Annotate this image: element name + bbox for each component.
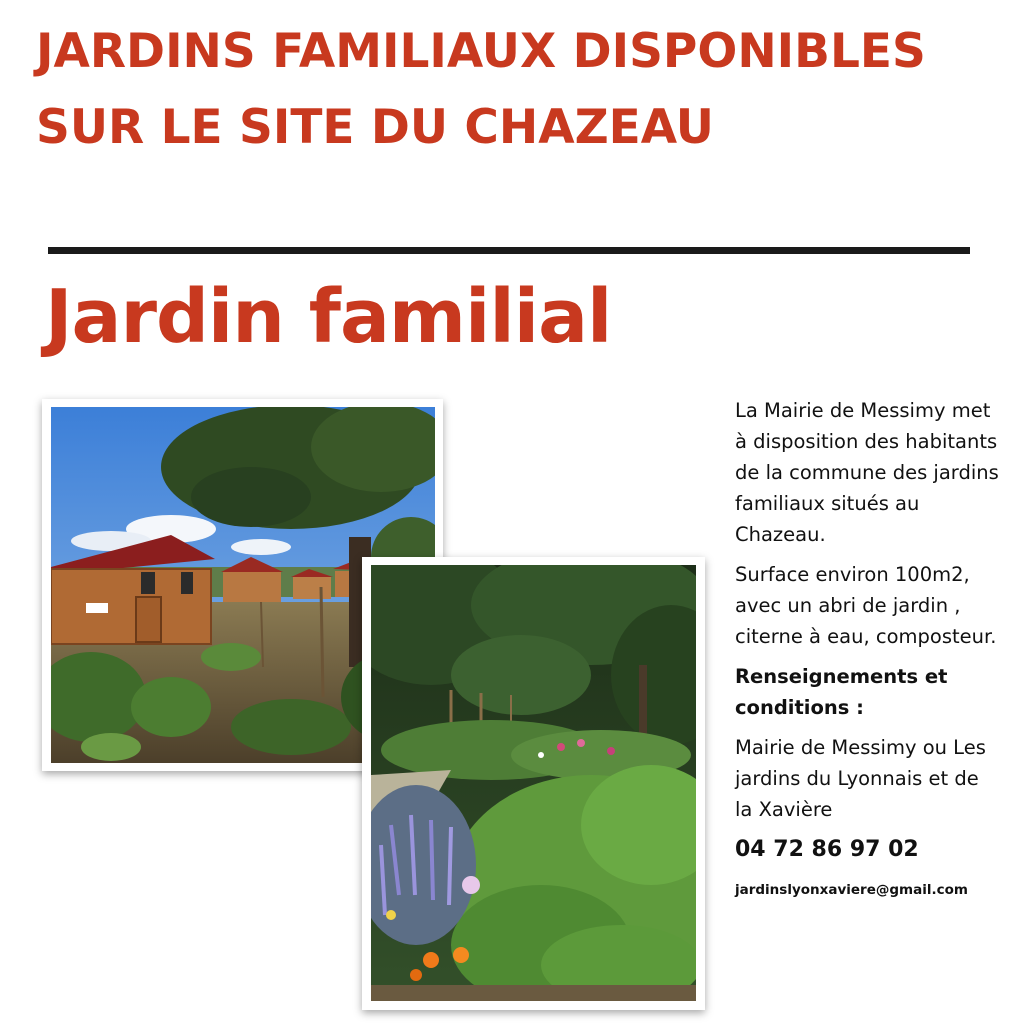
info-panel: [735, 395, 1000, 915]
flower-garden-photo: [362, 557, 705, 1010]
email-address[interactable]: jardinslyonxaviere@gmail.com: [735, 882, 968, 898]
features-paragraph: Surface environ 100m2, avec un abri de jardin , citerne à eau, composteur.: [735, 563, 997, 648]
phone-number[interactable]: 04 72 86 97 02: [735, 837, 919, 862]
contact-heading: Renseignements et conditions :: [735, 665, 948, 719]
flower-garden-image: [371, 565, 696, 1001]
intro-paragraph: La Mairie de Messimy met à disposition des habitants de la commune des jardins familiaux situés au Chazeau.: [735, 399, 999, 546]
headline-line-2: SUR LE SITE DU CHAZEAU: [36, 100, 714, 155]
contact-text: Mairie de Messimy ou Les jardins du Lyonnais et de la Xavière: [735, 736, 986, 821]
divider-rule: [48, 247, 970, 254]
headline-line-1: JARDINS FAMILIAUX DISPONIBLES: [36, 24, 926, 79]
section-title: Jardin familial: [45, 274, 612, 360]
